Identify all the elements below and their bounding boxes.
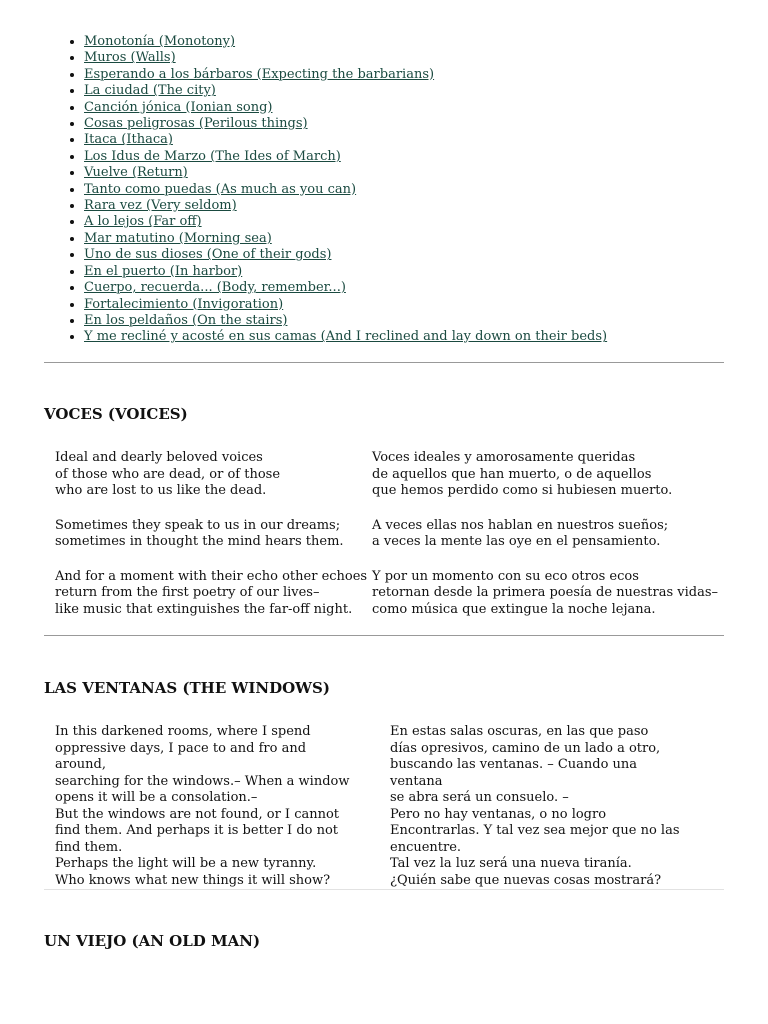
poem-index-item [84,247,607,263]
divider [44,635,724,636]
poem-line: buscando las ventanas. – Cuando una ventana [390,757,638,789]
poem-link[interactable]: Canción jónica (Ionian song) [84,99,273,115]
poem-line: En estas salas oscuras, en las que paso [390,724,649,739]
poem-line: But the windows are not found, or I cannot [55,806,340,822]
poem-link[interactable]: Tanto como puedas (As much as you can) [84,181,357,197]
stanza [372,569,717,619]
poem-line: who are lost to us like the dead. [55,483,267,498]
poem-line: Encontrarlas. Y tal vez sea mejor que no las encuentre. [390,823,680,855]
poem-link[interactable]: A lo lejos (Far off) [84,214,202,230]
stanza [55,568,368,619]
section-title-ventanas: LAS VENTANAS (THE WINDOWS) [44,679,330,697]
poem-line: que hemos perdido como si hubiesen muerto. [372,483,673,498]
poem-link[interactable]: Cosas peligrosas (Perilous things) [84,116,308,132]
poem-line: Pero no hay ventanas, o no logro [390,806,607,822]
poem-index-item [84,214,607,230]
section-title-voces: VOCES (VOICES) [44,405,188,423]
divider [44,362,724,363]
poem-line: Voces ideales y amorosamente queridas [372,450,636,465]
poem-link[interactable]: Fortalecimiento (Invigoration) [84,296,284,312]
poem-line: of those who are dead, or of those [55,466,281,482]
poem-link[interactable]: Esperando a los bárbaros (Expecting the barbarians) [84,66,435,82]
poem-line: A veces ellas nos hablan en nuestros sueños; [372,517,669,533]
stanza [55,518,355,551]
stanza [372,518,717,551]
poem-index-item [84,231,607,247]
poem-index-item [84,297,607,313]
stanza [372,450,717,500]
poem-link[interactable]: Mar matutino (Morning sea) [84,230,272,246]
poem-link[interactable]: Uno de sus dioses (One of their gods) [84,247,332,263]
poem-line: Sometimes they speak to us in our dreams; [55,517,341,533]
poem-index-list [44,34,607,346]
poem-index-item [84,116,607,132]
poem-index-item [84,34,607,50]
poem-link[interactable]: Y me recliné y acosté en sus camas (And I reclined and lay down on their beds) [84,329,608,345]
poem-index-item [84,280,607,296]
poem-line: como música que extingue la noche lejana. [372,601,656,617]
poem-index-item [84,83,607,99]
poem-index-item [84,198,607,214]
poem-index-item [84,329,607,345]
poem-line: In this darkened rooms, where I spend [55,724,311,739]
voces-spanish-column [372,450,717,636]
poem-line: retornan desde la primera poesía de nuestras vidas– [372,585,719,600]
poem-line: Who knows what new things it will show? [55,872,331,888]
poem-index-item [84,182,607,198]
poem-index-item [84,132,607,148]
poem-index-item [84,165,607,181]
poem-link[interactable]: Vuelve (Return) [84,165,188,181]
voces-english-column [55,450,368,636]
stanza [55,450,355,500]
poem-index-item [84,67,607,83]
poem-line: searching for the windows.– When a window [55,773,350,789]
poem-index-item [84,100,607,116]
poem-index-item [84,264,607,280]
poem-line: sometimes in thought the mind hears them. [55,534,344,549]
poem-line: Tal vez la luz será una nueva tiranía. [390,856,632,871]
poem-link[interactable]: Cuerpo, recuerda... (Body, remember...) [84,280,346,296]
poem-line: find them. And perhaps it is better I do not find them. [55,823,339,855]
divider [44,889,724,890]
poem-line: return from the first poetry of our lives– [55,585,320,600]
poem-index-item [84,149,607,165]
poem-line: Y por un momento con su eco otros ecos [372,568,639,584]
poem-index-item [84,313,607,329]
poem-link[interactable]: Monotonía (Monotony) [84,34,236,49]
ventanas-english-column [55,724,355,889]
poem-link[interactable]: En el puerto (In harbor) [84,263,243,279]
ventanas-spanish-column [390,724,690,889]
poem-line: opens it will be a consolation.– [55,790,258,805]
poem-link[interactable]: Rara vez (Very seldom) [84,198,237,214]
poem-line: de aquellos que han muerto, o de aquellos [372,466,652,482]
poem-link[interactable]: Muros (Walls) [84,50,176,66]
poem-index-item [84,50,607,66]
poem-link[interactable]: La ciudad (The city) [84,83,216,99]
poem-line: a veces la mente las oye en el pensamiento. [372,534,661,549]
poem-line: se abra será un consuelo. – [390,790,569,805]
poem-link[interactable]: Itaca (Ithaca) [84,132,173,148]
poem-line: Perhaps the light will be a new tyranny. [55,856,317,871]
poem-link[interactable]: En los peldaños (On the stairs) [84,312,288,328]
poem-line: días opresivos, camino de un lado a otro, [390,740,661,756]
poem-line: And for a moment with their echo other echoes [55,568,368,584]
poem-line: like music that extinguishes the far-off night. [55,601,353,617]
poem-line: Ideal and dearly beloved voices [55,450,263,465]
poem-link[interactable]: Los Idus de Marzo (The Ides of March) [84,148,341,164]
poem-line: ¿Quién sabe que nuevas cosas mostrará? [390,872,662,888]
section-title-viejo: UN VIEJO (AN OLD MAN) [44,932,261,950]
poem-line: oppressive days, I pace to and fro and around, [55,740,307,772]
